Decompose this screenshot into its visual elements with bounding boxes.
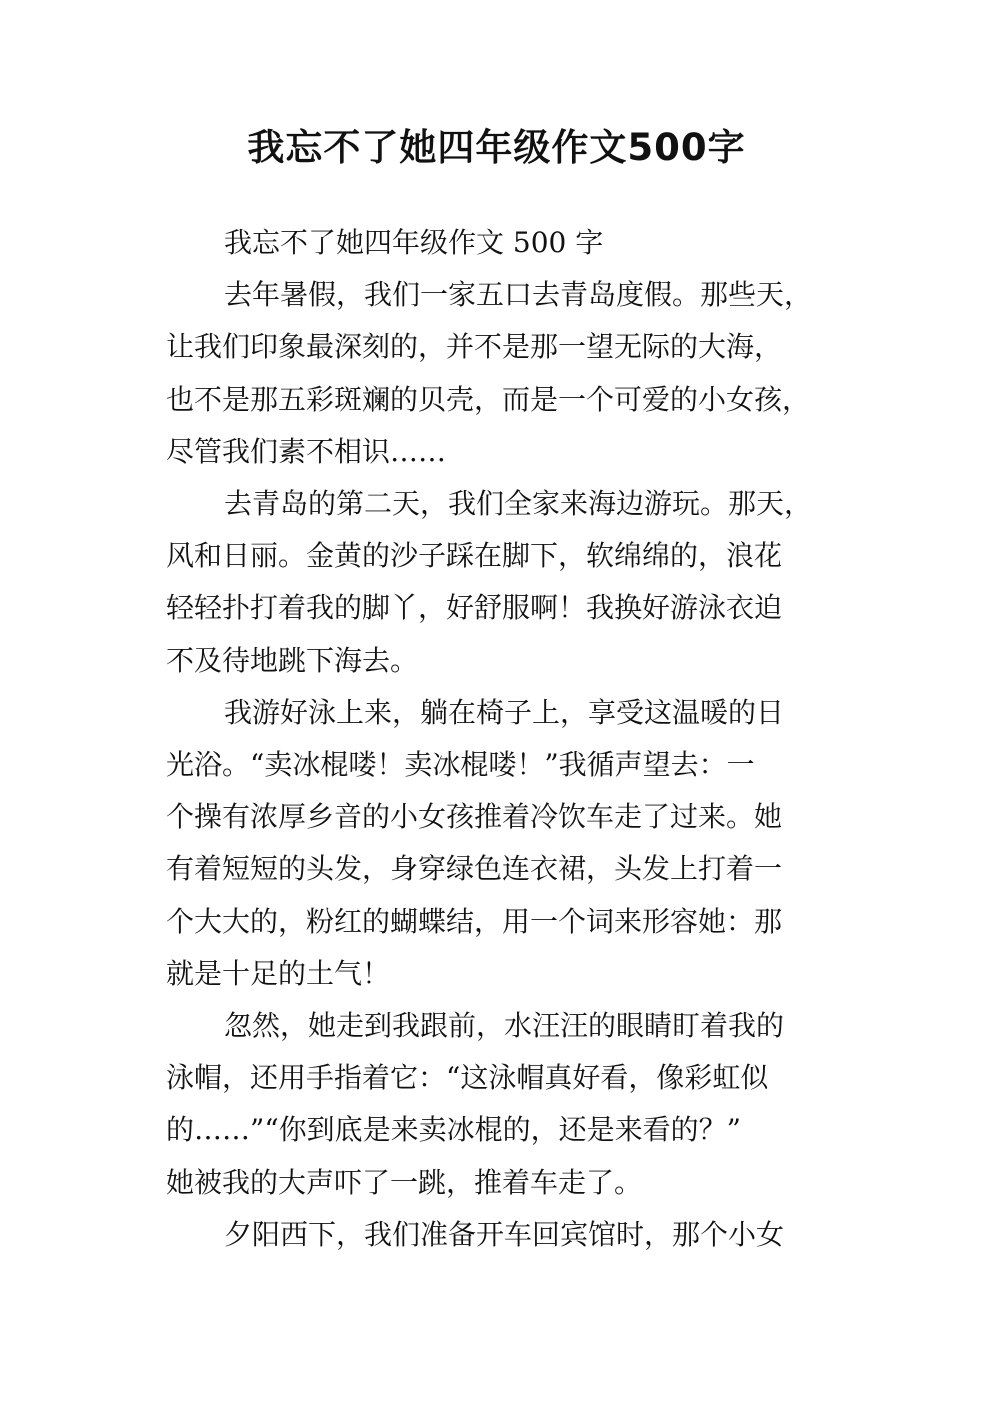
- paragraph-line: 个操有浓厚乡音的小女孩推着冷饮车走了过来。她: [166, 800, 783, 834]
- paragraph-line: 我游好泳上来，躺在椅子上，享受这温暖的日: [224, 695, 785, 729]
- paragraph-line: 不及待地跳下海去。: [166, 643, 419, 677]
- paragraph-line: 她被我的大声吓了一跳，推着车走了。: [166, 1165, 643, 1199]
- paragraph-line: 忽然，她走到我跟前，水汪汪的眼睛盯着我的: [224, 1009, 785, 1043]
- paragraph-line: 轻轻扑打着我的脚丫，好舒服啊！我换好游泳衣迫: [166, 591, 783, 625]
- paragraph-1: [166, 269, 846, 478]
- subtitle-line: 我忘不了她四年级作文 500 字: [224, 226, 604, 259]
- paragraph-line: 就是十足的土气！: [166, 956, 391, 990]
- paragraph-3: [166, 687, 846, 1000]
- paragraph-2: [166, 478, 846, 687]
- paragraph-4: [166, 1000, 846, 1209]
- paragraph-line: 让我们印象最深刻的，并不是那一望无际的大海，: [166, 330, 783, 364]
- paragraph-line: 尽管我们素不相识……: [166, 434, 447, 468]
- paragraph-line: 的……”“你到底是来卖冰棍的，还是来看的？”: [166, 1113, 741, 1147]
- paragraph-line: 夕阳西下，我们准备开车回宾馆时，那个小女: [224, 1217, 785, 1251]
- paragraph-line: 泳帽，还用手指着它：“这泳帽真好看，像彩虹似: [166, 1061, 769, 1095]
- paragraph-line: 去年暑假，我们一家五口去青岛度假。那些天，: [224, 278, 813, 312]
- paragraph-5: [166, 1209, 846, 1261]
- paragraph-line: 风和日丽。金黄的沙子踩在脚下，软绵绵的，浪花: [166, 539, 783, 573]
- paragraph-line: 个大大的，粉红的蝴蝶结，用一个词来形容她：那: [166, 904, 783, 938]
- paragraph-line: 去青岛的第二天，我们全家来海边游玩。那天，: [224, 487, 813, 521]
- document-title: 我忘不了她四年级作文500字: [247, 126, 746, 169]
- paragraph-line: 也不是那五彩斑斓的贝壳，而是一个可爱的小女孩，: [166, 382, 811, 416]
- document-body: [166, 217, 846, 1261]
- paragraph-line: 光浴。“卖冰棍喽！卖冰棍喽！”我循声望去：一: [166, 748, 755, 782]
- paragraph-line: 有着短短的头发，身穿绿色连衣裙，头发上打着一: [166, 852, 783, 886]
